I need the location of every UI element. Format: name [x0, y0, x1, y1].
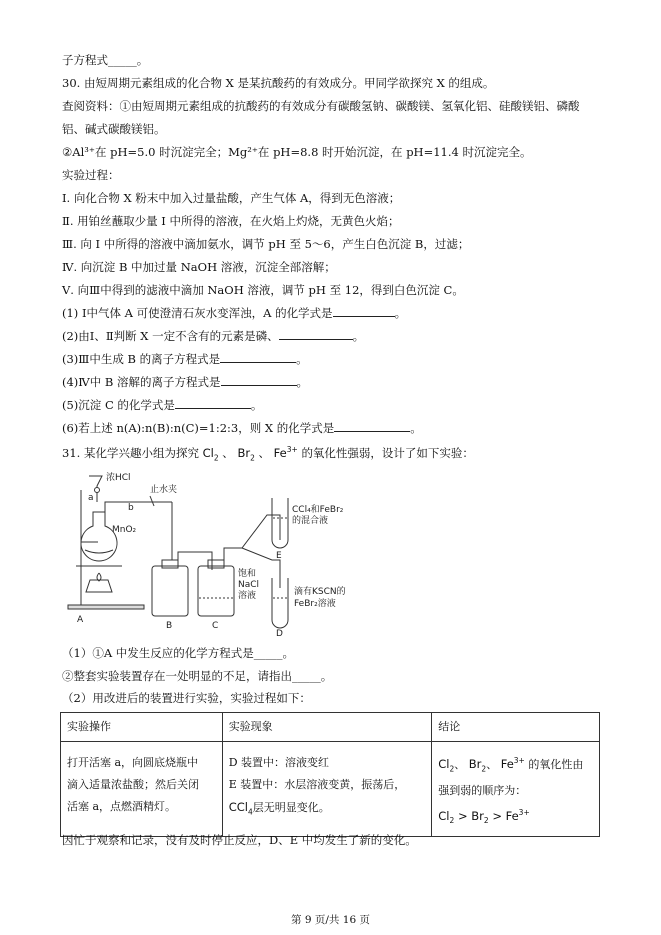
stopcock-a [95, 488, 100, 493]
q30-question-2: (2)由Ⅰ、Ⅱ判断 X 一定不含有的元素是磷、 。 [62, 329, 365, 343]
formula-cl2: $Cl_2$ [202, 445, 219, 463]
q30-question-3: (3)Ⅲ中生成 B 的离子方程式是 。 [62, 352, 308, 366]
q30-question-6: (6)若上述 n(A):n(B):n(C)=1:2:3，则 X 的化学式是 。 [62, 421, 422, 435]
answer-blank[interactable] [175, 397, 251, 409]
delivery-tube-1 [105, 502, 172, 514]
q30-question-5-text: (5)沉淀 C 的化学式是 [62, 398, 175, 412]
answer-blank[interactable] [220, 351, 296, 363]
formula-fe3: $Fe^{3+}$ [273, 445, 298, 460]
label-E: E [276, 551, 282, 561]
flask-liquid [85, 550, 113, 553]
label-nacl-3: 溶液 [238, 591, 257, 601]
q30-question-2-text: (2)由Ⅰ、Ⅱ判断 X 一定不含有的元素是磷、 [62, 329, 279, 343]
q30-question-4: (4)Ⅳ中 B 溶解的离子方程式是 。 [62, 375, 309, 389]
label-C: C [212, 621, 219, 631]
answer-blank[interactable] [221, 374, 297, 386]
bottle-B [152, 566, 188, 616]
q30-title: 30. 由短周期元素组成的化合物 X 是某抗酸药的有效成分。甲同学欲探究 X 的组成。 [62, 76, 495, 90]
q30-question-4-text: (4)Ⅳ中 B 溶解的离子方程式是 [62, 375, 221, 389]
page-footer: 第 9 页/共 16 页 [291, 914, 370, 926]
formula-br2: $Br_2$ [237, 445, 255, 463]
bottle-C [198, 566, 234, 616]
q31-note: 因忙于观察和记录，没有及时停止反应，D、E 中均发生了新的变化。 [62, 833, 417, 847]
label-A: A [77, 615, 84, 625]
bottle-C-neck [208, 560, 224, 568]
label-b: b [128, 503, 134, 513]
q30-info-1b: 铝、碱式碳酸镁铝。 [62, 122, 166, 136]
alcohol-lamp [86, 580, 112, 592]
label-kscn-1: 滴有KSCN的 [294, 587, 346, 597]
q30-question-5: (5)沉淀 C 的化学式是 。 [62, 398, 263, 412]
label-ccl4-2: 的混合液 [292, 516, 329, 526]
q31-sub-q2: （2）用改进后的装置进行实验，实验过程如下： [62, 691, 311, 705]
intro-line: 子方程式_____。 [62, 53, 149, 67]
q30-step-5: Ⅴ. 向Ⅲ中得到的滤液中滴加 NaOH 溶液，调节 pH 至 12，得到白色沉淀 C。 [62, 283, 464, 297]
q31-sub-q1: （1）①A 中发生反应的化学方程式是_____。 [62, 646, 295, 660]
cell-phenomenon: D 装置中：溶液变红 E 装置中：水层溶液变黄，振荡后， CCl$_4$层无明显变化。 [222, 742, 432, 837]
q30-process-title: 实验过程： [62, 168, 120, 182]
header-conclusion: 结论 [432, 713, 600, 742]
round-bottom-flask [81, 512, 117, 561]
order-formula: $Cl_2 > Br_2 > Fe^{3+}$ [438, 808, 530, 826]
label-ccl4-1: CCl₄和FeBr₂ [292, 505, 344, 515]
q31-sub-q1b: ②整套实验装置存在一处明显的不足，请指出_____。 [62, 669, 333, 683]
q30-step-1: I. 向化合物 X 粉末中加入过量盐酸，产生气体 A，得到无色溶液； [62, 191, 401, 205]
label-nacl-1: 饱和 [238, 569, 257, 579]
label-mno2: MnO₂ [112, 525, 137, 535]
label-conc-hcl: 浓HCl [106, 473, 131, 483]
q30-question-3-text: (3)Ⅲ中生成 B 的离子方程式是 [62, 352, 221, 366]
label-clamp: 止水夹 [150, 485, 178, 495]
q30-step-3: Ⅲ. 向 I 中所得的溶液中滴加氨水，调节 pH 至 5～6，产生白色沉淀 B，过滤； [62, 237, 470, 251]
header-operation: 实验操作 [61, 713, 223, 742]
header-phenomenon: 实验现象 [222, 713, 432, 742]
clamp-stop [150, 496, 154, 506]
q30-question-1-text: (1) Ⅰ中气体 A 可使澄清石灰水变浑浊，A 的化学式是 [62, 306, 333, 320]
q30-info-2: ②Al³⁺在 pH=5.0 时沉淀完全；Mg²⁺在 pH=8.8 时开始沉淀，在 pH=11.4 时沉淀完全。 [62, 145, 532, 159]
answer-blank[interactable] [333, 305, 395, 317]
stand-base [68, 605, 144, 609]
cell-conclusion: $Cl_2$、 $Br_2$、 $Fe^{3+}$ 的氧化性由 强到弱的顺序为： $Cl_2 > Br_2 > Fe^{3+}$ [432, 742, 600, 837]
apparatus-diagram [62, 460, 362, 638]
label-D: D [276, 629, 283, 638]
q30-question-1: (1) Ⅰ中气体 A 可使澄清石灰水变浑浊，A 的化学式是 。 [62, 306, 407, 320]
answer-blank[interactable] [334, 420, 410, 432]
formula-ccl4: CCl$_4$ [228, 800, 253, 817]
q30-question-6-text: (6)若上述 n(A):n(B):n(C)=1:2:3，则 X 的化学式是 [62, 421, 335, 435]
q31-title: 31. 某化学兴趣小组为探究 $Cl_2$ 、 $Br_2$ 、 $Fe^{3+}$ 的氧化性强弱，设计了如下实验： [62, 445, 474, 463]
label-B: B [166, 621, 173, 631]
q30-step-2: Ⅱ. 用铂丝蘸取少量 I 中所得的溶液，在火焰上灼烧，无黄色火焰； [62, 214, 400, 228]
label-kscn-2: FeBr₂溶液 [294, 599, 336, 609]
cell-operation: 打开活塞 a，向圆底烧瓶中 滴入适量浓盐酸；然后关闭 活塞 a，点燃酒精灯。 [61, 742, 223, 837]
experiment-table [60, 712, 600, 837]
tube-B-C [178, 552, 212, 570]
table-header-row [61, 713, 600, 742]
q30-step-4: Ⅳ. 向沉淀 B 中加过量 NaOH 溶液，沉淀全部溶解； [62, 260, 336, 274]
label-a: a [88, 493, 94, 503]
q30-info-1a: 查阅资料：①由短周期元素组成的抗酸药的有效成分有碳酸氢钠、碳酸镁、氢氧化铝、硅酸镁铝、磷酸 [62, 99, 580, 113]
table-row [61, 742, 600, 837]
label-nacl-2: NaCl [238, 580, 260, 590]
answer-blank[interactable] [279, 328, 353, 340]
bottle-B-neck [162, 560, 178, 568]
